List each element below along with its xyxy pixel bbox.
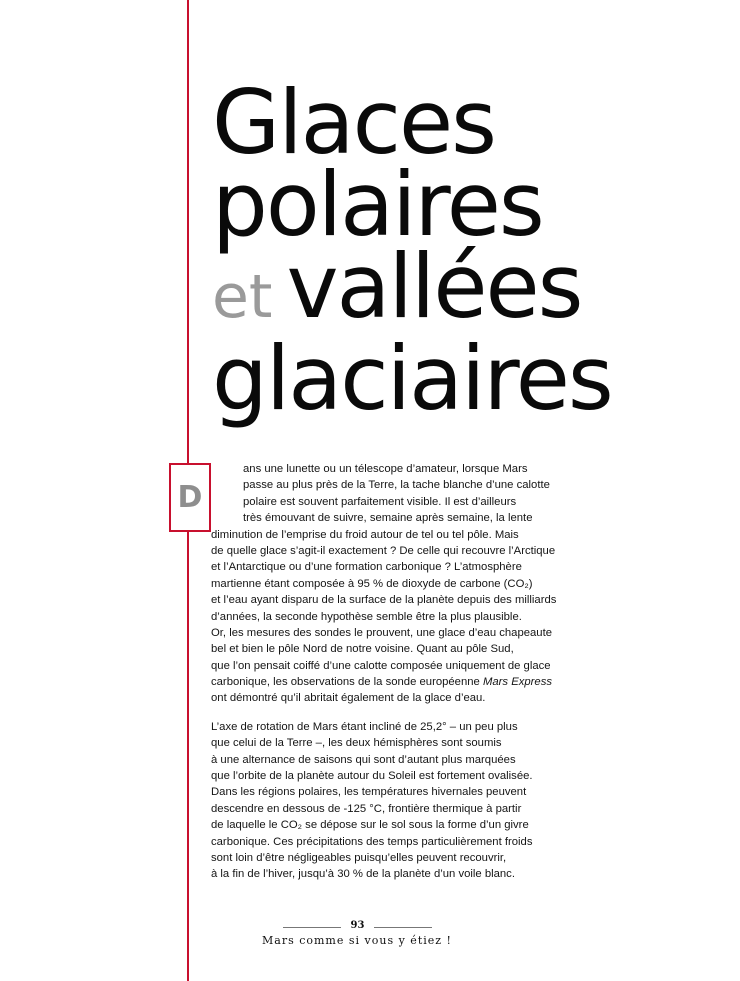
text-line: de quelle glace s’agit-il exactement ? De celle qui recouvre l’Arctique bbox=[211, 544, 556, 557]
text-line: descendre en dessous de -125 °C, frontière thermique à partir bbox=[211, 802, 522, 815]
title-line-1: Glaces bbox=[212, 71, 495, 174]
text-line: Or, les mesures des sondes le prouvent, une glace d’eau chapeaute bbox=[211, 626, 553, 639]
text-line: L’axe de rotation de Mars étant incliné de 25,2° – un peu plus bbox=[211, 720, 518, 733]
text-line: de laquelle le CO₂ se dépose sur le sol sous la forme d’un givre bbox=[211, 819, 529, 832]
running-title: Mars comme si vous y étiez ! bbox=[262, 934, 452, 947]
text-line: que celui de la Terre –, les deux hémisphères sont soumis bbox=[211, 737, 502, 750]
drop-cap-box bbox=[169, 463, 211, 532]
text-line: que l’on pensait coiffé d’une calotte composée uniquement de glace bbox=[211, 659, 551, 672]
text-line: carbonique. Ces précipitations des temps particulièrement froids bbox=[211, 835, 533, 848]
paragraph-gap bbox=[211, 707, 591, 719]
text-line: sont loin d’être négligeables puisqu’elles peuvent recouvrir, bbox=[211, 851, 507, 864]
text-line: très émouvant de suivre, semaine après semaine, la lente bbox=[243, 512, 533, 525]
text-line: et l’Antarctique ou d’une formation carbonique ? L’atmosphère bbox=[211, 561, 522, 574]
text-line: diminution de l’emprise du froid autour de tel ou tel pôle. Mais bbox=[211, 528, 519, 541]
text-line: martienne étant composée à 95 % de dioxyde de carbone (CO₂) bbox=[211, 577, 533, 590]
footer-rule-left bbox=[283, 927, 341, 928]
title-line-4: glaciaires bbox=[212, 327, 612, 430]
title-word-et: et bbox=[212, 262, 273, 332]
text-line: que l’orbite de la planète autour du Soleil est fortement ovalisée. bbox=[211, 770, 533, 783]
text-line: à une alternance de saisons qui sont d’autant plus marquées bbox=[211, 753, 516, 766]
text-line: ont démontré qu’il abritait également de la glace d’eau. bbox=[211, 692, 486, 705]
page-number: 93 bbox=[350, 920, 365, 931]
drop-cap-letter: D bbox=[177, 480, 203, 515]
mission-name: Mars Express bbox=[482, 676, 553, 689]
text-line: à la fin de l’hiver, jusqu’à 30 % de la planète d’un voile blanc. bbox=[211, 868, 515, 881]
text-line: polaire est souvent parfaitement visible. Il est d’ailleurs bbox=[243, 495, 517, 508]
title-word-vallees: vallées bbox=[286, 235, 582, 338]
body-text bbox=[211, 461, 591, 883]
text-line: d’années, la seconde hypothèse semble être la plus plausible. bbox=[211, 610, 522, 623]
text-line bbox=[211, 674, 591, 690]
chapter-title bbox=[212, 71, 612, 430]
text-line: passe au plus près de la Terre, la tache blanche d’une calotte bbox=[243, 479, 550, 492]
text-line: ans une lunette ou un télescope d’amateur, lorsque Mars bbox=[243, 463, 528, 475]
text-line: et l’eau ayant disparu de la surface de la planète depuis des milliards bbox=[211, 594, 557, 607]
footer-rule-right bbox=[374, 927, 432, 928]
text-span: carbonique, les observations de la sonde européenne bbox=[211, 676, 480, 689]
title-line-2: polaires bbox=[212, 153, 543, 256]
text-line: Dans les régions polaires, les températures hivernales peuvent bbox=[211, 786, 527, 799]
title-line-3 bbox=[212, 235, 612, 338]
text-line: bel et bien le pôle Nord de notre voisine. Quant au pôle Sud, bbox=[211, 643, 514, 656]
